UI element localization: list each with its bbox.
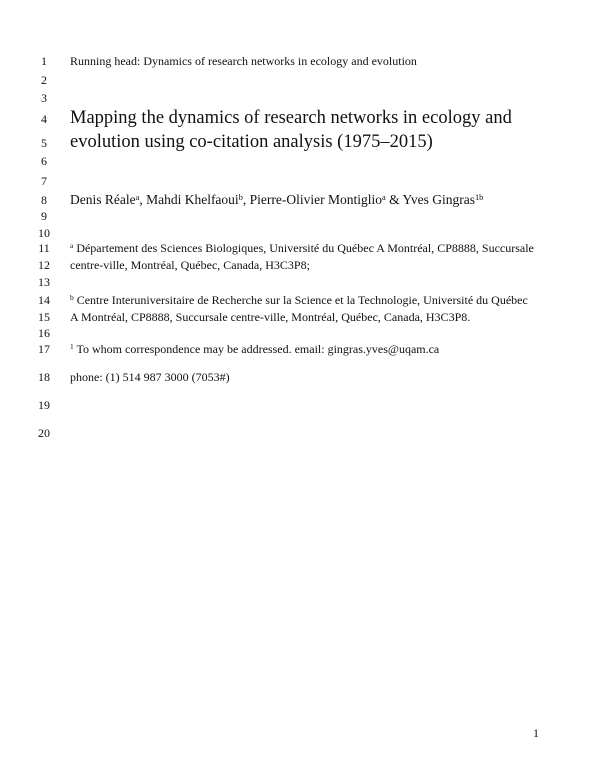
author-separator: & (385, 192, 403, 207)
paper-title-line-1: Mapping the dynamics of research networks in ecology and (70, 108, 512, 128)
line-number: 18 (38, 370, 50, 384)
line-number: 6 (41, 154, 47, 168)
line-number: 7 (41, 174, 47, 188)
line-number: 13 (38, 275, 50, 289)
line-number: 3 (41, 91, 47, 105)
affiliation-text: Centre Interuniversitaire de Recherche sur la Science et la Technologie, Université du Québec (73, 293, 528, 307)
line-number: 19 (38, 398, 50, 412)
line-number: 14 (38, 293, 50, 307)
line-number: 17 (38, 342, 50, 356)
line-number: 5 (41, 136, 47, 150)
line-number: 8 (41, 193, 47, 207)
affiliation-b-line-2: A Montréal, CP8888, Succursale centre-ville, Montréal, Québec, Canada, H3C3P8. (70, 310, 471, 324)
author-name: Denis Réale (70, 192, 136, 207)
line-number: 10 (38, 226, 50, 240)
line-number: 12 (38, 258, 50, 272)
author-affiliation-marker: 1b (474, 192, 484, 202)
author-name: Mahdi Khelfaoui (146, 192, 239, 207)
author-affiliation-marker: a (381, 192, 386, 202)
line-number: 11 (38, 241, 50, 255)
line-number: 15 (38, 310, 50, 324)
author-name: Yves Gingras (402, 192, 475, 207)
author-separator: , (242, 192, 250, 207)
correspondence-text: To whom correspondence may be addressed. email: gingras.yves@uqam.ca (73, 342, 440, 356)
author-affiliation-marker: b (238, 192, 243, 202)
author-separator: , (139, 192, 147, 207)
line-number: 16 (38, 326, 50, 340)
phone-line: phone: (1) 514 987 3000 (7053#) (70, 370, 230, 384)
affiliation-marker: a (70, 241, 74, 251)
author-name: Pierre-Olivier Montiglio (249, 192, 382, 207)
line-number: 2 (41, 73, 47, 87)
affiliation-text: Département des Sciences Biologiques, Université du Québec A Montréal, CP8888, Succursale (73, 241, 534, 255)
author-list (70, 192, 483, 208)
affiliation-marker: b (70, 293, 74, 303)
line-number: 1 (41, 54, 47, 68)
affiliation-b-line-1 (70, 293, 528, 307)
line-number: 9 (41, 209, 47, 223)
correspondence-note (70, 342, 439, 356)
author-affiliation-marker: a (135, 192, 140, 202)
line-number: 20 (38, 426, 50, 440)
correspondence-marker: 1 (70, 342, 74, 352)
affiliation-a-line-1 (70, 241, 534, 255)
affiliation-a-line-2: centre-ville, Montréal, Québec, Canada, H3C3P8; (70, 258, 310, 272)
running-head: Running head: Dynamics of research networks in ecology and evolution (70, 54, 417, 68)
paper-title-line-2: evolution using co-citation analysis (1975–2015) (70, 132, 433, 152)
line-number: 4 (41, 112, 47, 126)
page-number: 1 (533, 726, 539, 740)
